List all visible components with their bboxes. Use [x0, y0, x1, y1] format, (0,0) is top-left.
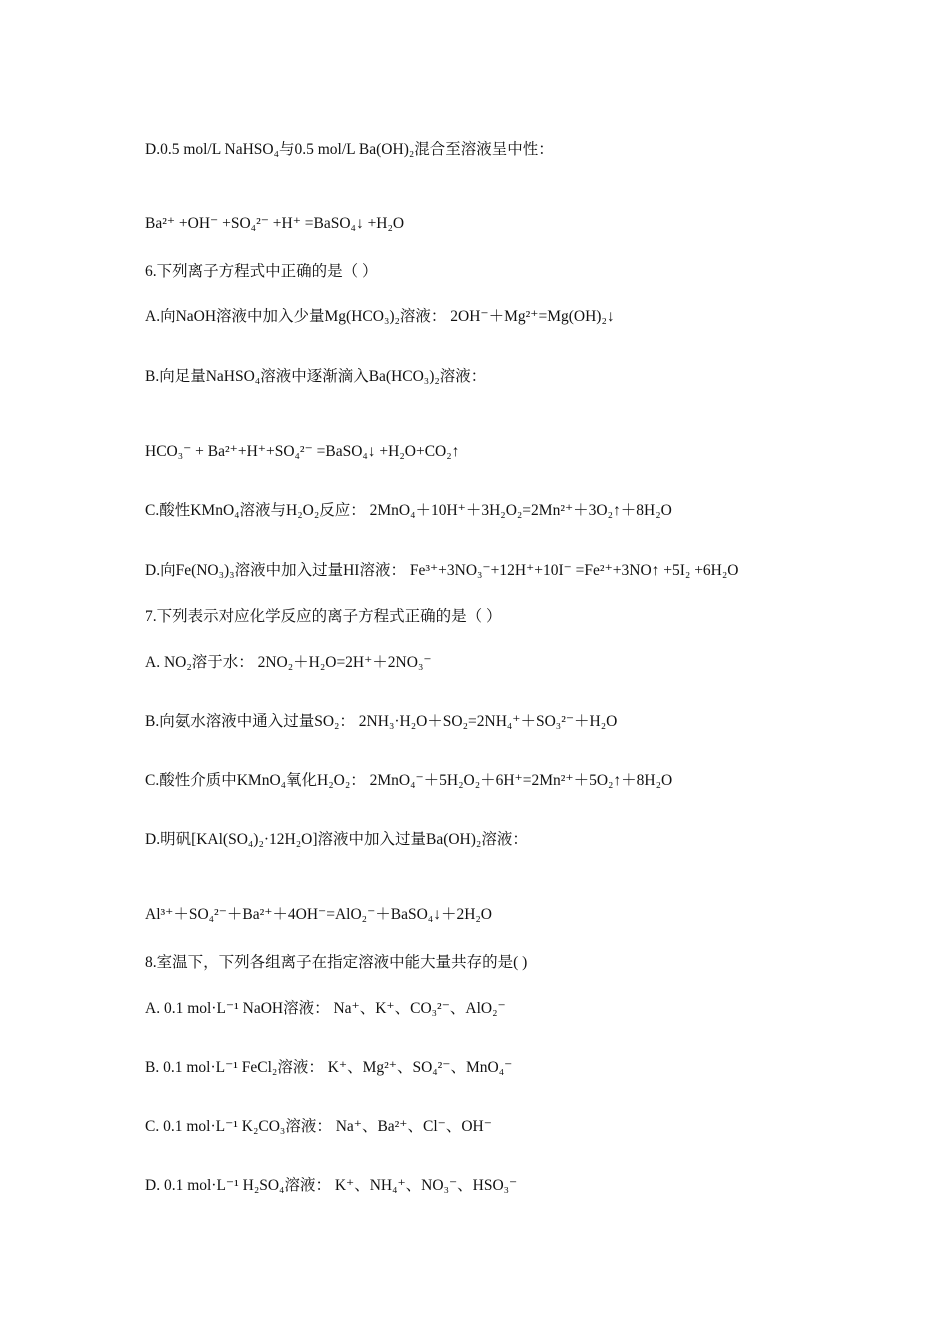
- option-7a: A. NO₂溶于水： 2NO₂＋H₂O=2H⁺＋2NO₃⁻: [145, 654, 432, 671]
- option-8a: A. 0.1 mol·L⁻¹ NaOH溶液： Na⁺、K⁺、CO₃²⁻、AlO₂⁻: [145, 1000, 506, 1017]
- option-6a: A.向NaOH溶液中加入少量Mg(HCO₃)₂溶液： 2OH⁻＋Mg²⁺=Mg(OH)₂↓: [145, 308, 615, 325]
- option-7b: B.向氨水溶液中通入过量SO₂： 2NH₃·H₂O＋SO₂=2NH₄⁺＋SO₃²⁻＋H₂O: [145, 713, 618, 730]
- question-6-stem: 6.下列离子方程式中正确的是（ ）: [145, 263, 378, 280]
- option-8c: C. 0.1 mol·L⁻¹ K₂CO₃溶液： Na⁺、Ba²⁺、Cl⁻、OH⁻: [145, 1118, 492, 1135]
- option-7d: D.明矾[KAl(SO₄)₂·12H₂O]溶液中加入过量Ba(OH)₂溶液：: [145, 831, 528, 848]
- option-8b: B. 0.1 mol·L⁻¹ FeCl₂溶液： K⁺、Mg²⁺、SO₄²⁻、MnO₄⁻: [145, 1059, 513, 1076]
- question-8-stem: 8.室温下，下列各组离子在指定溶液中能大量共存的是( ): [145, 954, 528, 971]
- equation-7d: Al³⁺＋SO₄²⁻＋Ba²⁺＋4OH⁻=AlO₂⁻＋BaSO₄↓＋2H₂O: [145, 906, 492, 923]
- option-6c: C.酸性KMnO₄溶液与H₂O₂反应： 2MnO₄＋10H⁺＋3H₂O₂=2Mn²⁺＋3O₂↑＋8H₂O: [145, 502, 672, 519]
- equation-5d: Ba²⁺ +OH⁻ +SO₄²⁻ +H⁺ =BaSO₄↓ +H₂O: [145, 215, 405, 232]
- option-7c: C.酸性介质中KMnO₄氧化H₂O₂： 2MnO₄⁻＋5H₂O₂＋6H⁺=2Mn²⁺＋5O₂↑＋8H₂O: [145, 772, 673, 789]
- equation-6b: HCO₃⁻ + Ba²⁺+H⁺+SO₄²⁻ =BaSO₄↓ +H₂O+CO₂↑: [145, 443, 460, 460]
- option-6d: D.向Fe(NO₃)₃溶液中加入过量HI溶液： Fe³⁺+3NO₃⁻+12H⁺+10I⁻ =Fe²⁺+3NO↑ +5I₂ +6H₂O: [145, 562, 739, 579]
- option-6b: B.向足量NaHSO₄溶液中逐渐滴入Ba(HCO₃)₂溶液：: [145, 368, 487, 385]
- question-7-stem: 7.下列表示对应化学反应的离子方程式正确的是（ ）: [145, 608, 502, 625]
- option-5d: D.0.5 mol/L NaHSO₄与0.5 mol/L Ba(OH)₂混合至溶液呈中性：: [145, 141, 554, 158]
- option-8d: D. 0.1 mol·L⁻¹ H₂SO₄溶液： K⁺、NH₄⁺、NO₃⁻、HSO₃⁻: [145, 1177, 518, 1194]
